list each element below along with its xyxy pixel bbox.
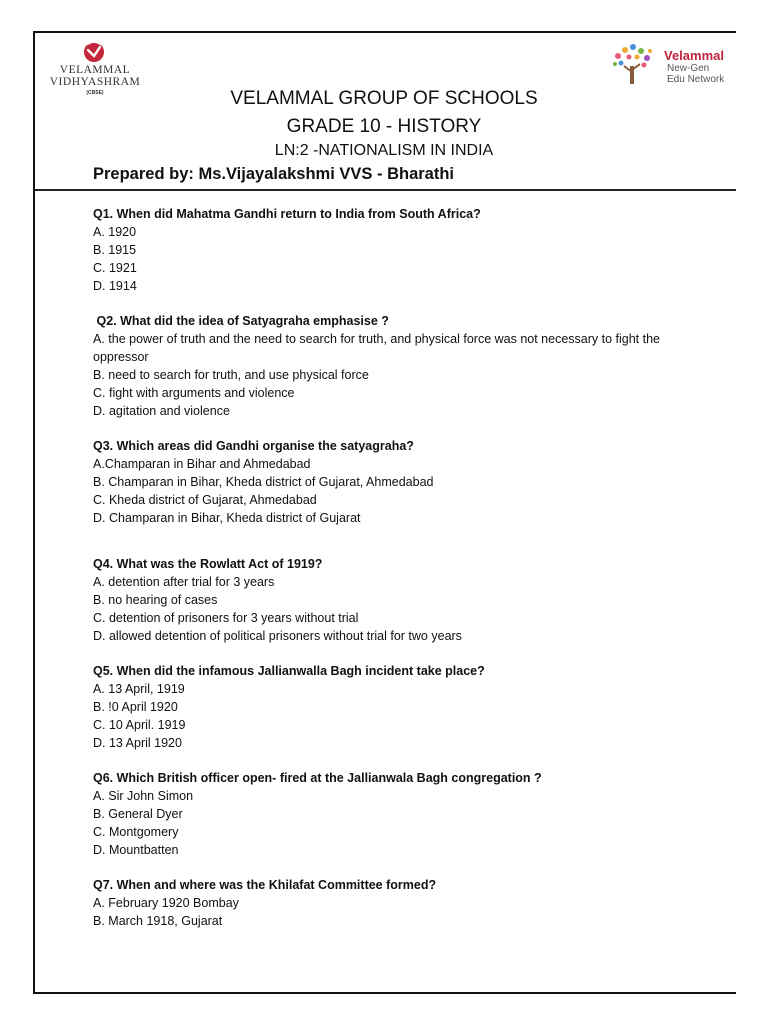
option: B. Champaran in Bihar, Kheda district of Gujarat, Ahmedabad <box>93 475 434 489</box>
option: A. detention after trial for 3 years <box>93 575 275 589</box>
option: B. March 1918, Gujarat <box>93 914 223 928</box>
question-6 <box>93 769 693 859</box>
option: C. fight with arguments and violence <box>93 386 295 400</box>
option: B. General Dyer <box>93 807 183 821</box>
question-title: Q4. What was the Rowlatt Act of 1919? <box>93 557 323 571</box>
question-title: Q6. Which British officer open- fired at the Jallianwala Bagh congregation ? <box>93 771 542 785</box>
header-divider <box>35 189 736 191</box>
question-7 <box>93 876 693 930</box>
option: D. Mountbatten <box>93 843 179 857</box>
question-4 <box>93 555 693 645</box>
question-3 <box>93 437 693 527</box>
option: B. !0 April 1920 <box>93 700 178 714</box>
option: B. no hearing of cases <box>93 593 218 607</box>
option: C. detention of prisoners for 3 years without trial <box>93 611 359 625</box>
option: C. 1921 <box>93 261 137 275</box>
velammal-emblem-icon <box>82 40 106 64</box>
option: D. Champaran in Bihar, Kheda district of Gujarat <box>93 511 361 525</box>
logo-right-line2: New-Gen <box>667 63 710 74</box>
prepared-by: Prepared by: Ms.Vijayalakshmi VVS - Bharathi <box>93 165 455 183</box>
logo-left-name-line1: VELAMMAL <box>59 64 131 76</box>
question-2 <box>93 312 693 420</box>
lesson-title: LN:2 -NATIONALISM IN INDIA <box>274 142 494 159</box>
option: A. the power of truth and the need to search for truth, and physical force was not necessary to fight the oppressor <box>93 332 660 364</box>
logo-right-line3: Edu Network <box>667 74 725 85</box>
logo-left-name-line3: (CBSE) <box>86 90 104 96</box>
page-border-bottom <box>33 992 736 994</box>
option: D. allowed detention of political prisoners without trial for two years <box>93 629 462 643</box>
logo-left-name-line2: VIDHYASHRAM <box>49 76 141 88</box>
option: A.Champaran in Bihar and Ahmedabad <box>93 457 311 471</box>
question-title: Q7. When and where was the Khilafat Committee formed? <box>93 878 437 892</box>
tree-logo-icon <box>608 42 658 88</box>
question-title: Q3. Which areas did Gandhi organise the satyagraha? <box>93 439 414 453</box>
question-title: Q1. When did Mahatma Gandhi return to India from South Africa? <box>93 207 481 221</box>
question-5 <box>93 662 693 752</box>
option: C. Montgomery <box>93 825 179 839</box>
velammal-new-gen-logo <box>608 42 736 90</box>
option: D. 1914 <box>93 279 137 293</box>
school-title: VELAMMAL GROUP OF SCHOOLS <box>230 88 538 109</box>
option: A. 1920 <box>93 225 137 239</box>
question-title: Q5. When did the infamous Jallianwalla Bagh incident take place? <box>93 664 485 678</box>
option: A. February 1920 Bombay <box>93 896 239 910</box>
option: C. 10 April. 1919 <box>93 718 186 732</box>
option: A. 13 April, 1919 <box>93 682 185 696</box>
option: D. 13 April 1920 <box>93 736 182 750</box>
option: B. need to search for truth, and use physical force <box>93 368 369 382</box>
question-title: Q2. What did the idea of Satyagraha emphasise ? <box>93 314 389 328</box>
option: C. Kheda district of Gujarat, Ahmedabad <box>93 493 317 507</box>
question-list <box>93 205 693 930</box>
logo-right-brand: Velammal <box>664 48 724 63</box>
option: A. Sir John Simon <box>93 789 194 803</box>
grade-title: GRADE 10 - HISTORY <box>286 116 482 137</box>
option: D. agitation and violence <box>93 404 230 418</box>
question-1 <box>93 205 693 295</box>
option: B. 1915 <box>93 243 137 257</box>
